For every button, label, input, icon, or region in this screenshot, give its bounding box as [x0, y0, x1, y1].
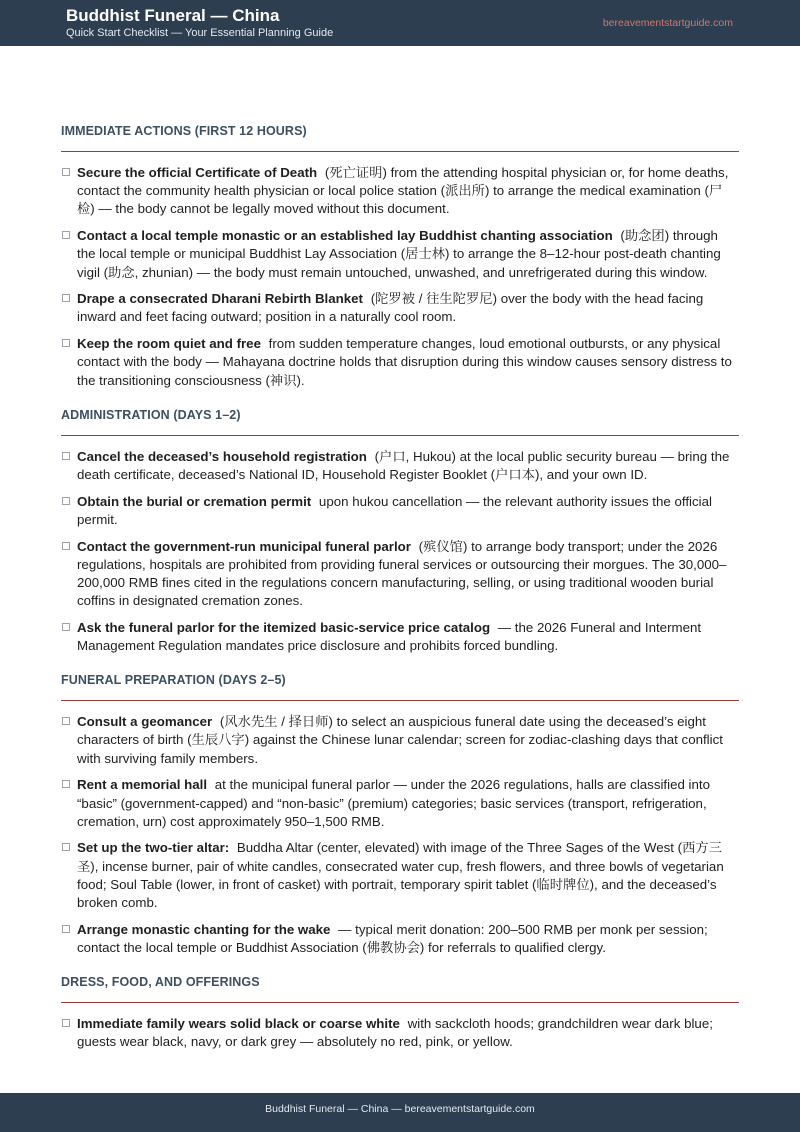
item-lead: Ask the funeral parlor for the itemized basic-service price catalog — [77, 619, 491, 635]
item-lead: Obtain the burial or cremation permit — [77, 493, 312, 509]
checkbox-icon[interactable] — [62, 452, 70, 460]
checklist-item — [61, 619, 739, 655]
site-link[interactable]: bereavementstartguide.com — [602, 17, 733, 29]
page-title: Buddhist Funeral — China — [66, 6, 280, 25]
checklist-items — [61, 1003, 739, 1051]
checkbox-icon[interactable] — [62, 294, 70, 302]
item-lead: Contact the government-run municipal funeral parlor — [77, 538, 411, 554]
section-title: FUNERAL PREPARATION (DAYS 2–5) — [61, 673, 739, 701]
item-text: (死亡证明) from the attending hospital physician or, for home deaths, contact the community health physician or local police station (派出所) to arrange the medical examination (尸检) — the body cannot be legally moved without this document. — [77, 165, 729, 217]
checklist-items — [61, 152, 739, 390]
section-title: IMMEDIATE ACTIONS (FIRST 12 HOURS) — [61, 124, 739, 152]
section-title: DRESS, FOOD, AND OFFERINGS — [61, 975, 739, 1003]
checklist-item — [61, 335, 739, 390]
checklist-item — [61, 227, 739, 282]
item-text: (户口, Hukou) at the local public security bureau — bring the death certificate, deceased’s National ID, Household Register Booklet (户口本), and your own ID. — [77, 448, 730, 482]
checklist-content — [61, 124, 739, 1070]
checkbox-icon[interactable] — [62, 542, 70, 550]
checklist-item — [61, 713, 739, 768]
checkbox-icon[interactable] — [62, 717, 70, 725]
checklist-item — [61, 776, 739, 831]
item-text: upon hukou cancellation — the relevant authority issues the official permit. — [77, 493, 712, 527]
checkbox-icon[interactable] — [62, 1019, 70, 1027]
checklist-section — [61, 975, 739, 1051]
checkbox-icon[interactable] — [62, 497, 70, 505]
footer-text: Buddhist Funeral — China — bereavementstartguide.com — [265, 1103, 535, 1115]
item-text: Buddha Altar (center, elevated) with image of the Three Sages of the West (西方三圣), incense burner, pair of white candles, consecrated water cup, fresh flowers, and three bowls of vegetarian food; Soul Table (lower, in front of casket) with portrait, temporary spirit tablet (临时牌位), and the deceased’s broken comb. — [77, 840, 724, 911]
item-text: (殡仪馆) to arrange body transport; under the 2026 regulations, hospitals are prohibited from providing funeral services or outsourcing their morgues. The 30,000–200,000 RMB fines cited in the regulations concern manufacturing, selling, or using traditional wooden burial coffins in designated cremation zones. — [77, 538, 727, 609]
item-text: (陀罗被 / 往生陀罗尼) over the body with the head facing inward and feet facing outward; position in a naturally cool room. — [77, 291, 704, 325]
item-text: (风水先生 / 择日师) to select an auspicious funeral date using the deceased’s eight characters of birth (生辰八字) against the Chinese lunar calendar; screen for zodiac-clashing days that conflict with surviving family members. — [77, 714, 723, 766]
checkbox-icon[interactable] — [62, 231, 70, 239]
item-text: with sackcloth hoods; grandchildren wear dark blue; guests wear black, navy, or dark grey — absolutely no red, pink, or yellow. — [77, 1016, 713, 1050]
item-text: from sudden temperature changes, loud emotional outbursts, or any physical contact with the body — Mahayana doctrine holds that disruption during this window causes sensory distress to the transitioning consciousness (神识). — [77, 336, 732, 388]
checklist-section — [61, 124, 739, 390]
checkbox-icon[interactable] — [62, 623, 70, 631]
item-lead: Arrange monastic chanting for the wake — [77, 921, 331, 937]
checklist-items — [61, 436, 739, 656]
checklist-item — [61, 493, 739, 529]
item-lead: Contact a local temple monastic or an established lay Buddhist chanting association — [77, 228, 613, 244]
item-lead: Keep the room quiet and free — [77, 336, 261, 352]
item-text: — typical merit donation: 200–500 RMB per monk per session; contact the local temple or Buddhist Association (佛教协会) for referrals to qualified clergy. — [77, 921, 708, 955]
item-lead: Secure the official Certificate of Death — [77, 165, 318, 180]
item-text: (助念团) through the local temple or municipal Buddhist Lay Association (居士林) to arrange the 8–12-hour post-death chanting vigil (助念, zhunian) — the body must remain untouched, unwashed, and unrefrigerated during this window. — [77, 228, 721, 280]
page-header — [0, 0, 800, 46]
page-footer — [0, 1093, 800, 1132]
checklist-item — [61, 448, 739, 484]
checkbox-icon[interactable] — [62, 843, 70, 851]
checklist-item — [61, 1015, 739, 1051]
item-lead: Consult a geomancer — [77, 714, 213, 730]
checkbox-icon[interactable] — [62, 168, 70, 176]
checkbox-icon[interactable] — [62, 780, 70, 788]
checklist-item — [61, 921, 739, 957]
checklist-item — [61, 164, 739, 219]
checkbox-icon[interactable] — [62, 925, 70, 933]
item-lead: Drape a consecrated Dharani Rebirth Blanket — [77, 291, 363, 307]
checklist-items — [61, 701, 739, 957]
item-lead: Set up the two-tier altar: — [77, 840, 230, 856]
item-text: at the municipal funeral parlor — under the 2026 regulations, halls are classified into “basic” (government-capped) and “non-basic” (premium) categories; basic services (transport, refrigeration, cremation, urn) cost approximately 950–1,500 RMB. — [77, 777, 710, 829]
checklist-item — [61, 290, 739, 326]
page-subtitle: Quick Start Checklist — Your Essential Planning Guide — [66, 27, 334, 39]
checklist-item — [61, 538, 739, 611]
item-lead: Rent a memorial hall — [77, 777, 208, 793]
checklist-section — [61, 408, 739, 656]
checklist-item — [61, 839, 739, 912]
checkbox-icon[interactable] — [62, 339, 70, 347]
item-lead: Cancel the deceased’s household registration — [77, 448, 367, 464]
item-lead: Immediate family wears solid black or coarse white — [77, 1016, 400, 1032]
item-text: — the 2026 Funeral and Interment Management Regulation mandates price disclosure and prohibits forced bundling. — [77, 619, 702, 654]
checklist-section — [61, 673, 739, 957]
section-title: ADMINISTRATION (DAYS 1–2) — [61, 408, 739, 436]
